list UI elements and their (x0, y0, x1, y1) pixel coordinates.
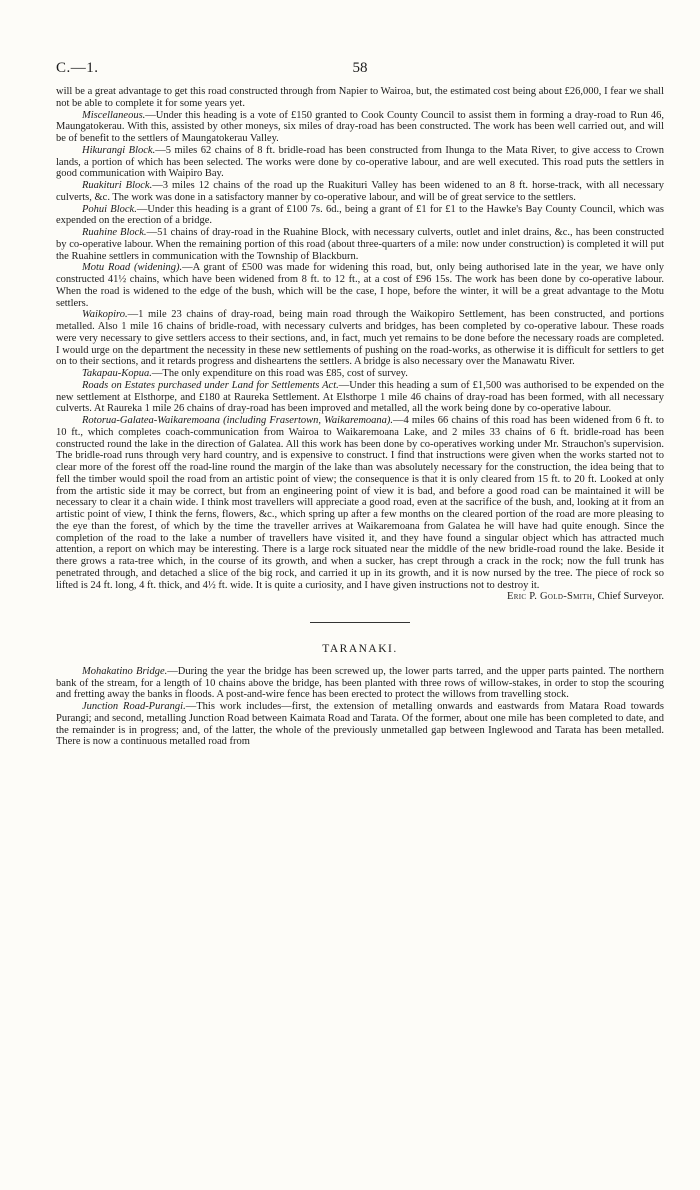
section-divider (310, 622, 410, 623)
paragraph-text: —Under this heading is a vote of £150 granted to Cook County Council to assist them in forming a dray-road to Run 46, Maungatokerau. With this, assisted by other moneys, six miles of dray-road has been constructed. The work has been well carried out, and will be of benefit to the settlers of Maungatokerau Valley. (56, 109, 664, 144)
paragraph (56, 227, 664, 262)
paragraph-text: —Under this heading is a grant of £100 7s. 6d., being a grant of £1 for £1 to the Hawke's Bay County Council, which was expended on the erection of a bridge. (56, 203, 665, 227)
paragraph-heading: Takapau-Kopua. (82, 368, 152, 379)
paragraph (56, 110, 664, 145)
paragraph-text: —Under this heading a sum of £1,500 was authorised to be expended on the new settlement at Elsthorpe, and £180 at Raureka Settlement. At Elsthorpe 1 mile 46 chains of dray-road has been formed, with all necessary culverts. At Raureka 1 mile 26 chains of dray-road has been improved and metalled, all the work being done by co-operative labour. (56, 379, 664, 415)
paragraph (56, 380, 664, 415)
paragraph-heading: Roads on Estates purchased under Land for Settlements Act. (82, 379, 339, 391)
paragraph-text: —The only expenditure on this road was £85, cost of survey. (151, 368, 408, 379)
paragraph-heading: Ruahine Block. (82, 227, 147, 238)
paragraph (56, 145, 664, 180)
signature-name: Eric P. Gold-Smith (507, 591, 593, 603)
paragraph (56, 666, 664, 701)
paragraph-text: —This work includes—first, the extension of metalling onwards and eastwards from Matara Road towards Purangi; and second, metalling Junction Road between Kaimata Road and Tarata. Of the former, about one mile has been completed to date, and the remainder is in progress; and, of the latter, the whole of the previously unmetalled gap between Inglewood and Tarata has been metalled. There is now a continuous metalled road from (56, 701, 665, 748)
paragraph-heading: Hikurangi Block. (82, 144, 156, 156)
paragraph (56, 204, 664, 228)
paragraph-text: —1 mile 23 chains of dray-road, being main road through the Waikopiro Settlement, has been constructed, and portions metalled. Also 1 mile 16 chains of bridle-road, with necessary culverts and bridges, has been completed by co-operative labour. These roads were very necessary to give settlers access to their sections, and, in fact, much yet remains to be done before the necessary roads are completed. I would urge on the department the necessity in these new settlements of pushing on the road-works, as otherwise it is difficult for settlers to get on to their sections, and it retards progress and disheartens the settlers. A bridge is also necessary over the Manawatu River. (56, 309, 664, 368)
report-body (56, 86, 664, 748)
paragraph (56, 309, 664, 368)
paragraph (56, 415, 664, 603)
paragraph-text: —5 miles 62 chains of 8 ft. bridle-road has been constructed from Ihunga to the Mata River, to give access to Crown lands, a portion of which has been selected. The works were done by co-operative labour, and are well executed. This road puts the settlers in good communication with Waipiro Bay. (56, 144, 664, 180)
signature (56, 591, 664, 603)
paragraph-heading: Motu Road (widening). (82, 262, 183, 274)
paragraph-heading: Pohui Block. (82, 203, 137, 215)
paragraphs-top (56, 86, 664, 603)
section-title: TARANAKI. (322, 643, 398, 655)
paragraph-heading: Miscellaneous. (82, 109, 146, 121)
paragraph-text: will be a great advantage to get this road constructed through from Napier to Wairoa, but, the estimated cost being about £26,000, I fear we shall not be able to complete it for some years yet. (56, 86, 664, 109)
paragraph-text: —51 chains of dray-road in the Ruahine Block, with necessary culverts, outlet and inlet drains, &c., has been constructed by co-operative labour. When the remaining portion of this road (about three-quarters of a mile: now under construction) is completed it will put the Ruahine settlers in communication with the Township of Blackburn. (56, 227, 664, 262)
paragraph (56, 368, 664, 380)
paragraph-heading: Waikopiro. (82, 309, 128, 321)
page-header (56, 60, 664, 86)
signature-title: , Chief Surveyor. (592, 591, 664, 603)
page-number: 58 (352, 60, 368, 76)
paragraph-text: —A grant of £500 was made for widening this road, but, only being authorised late in the year, we have only constructed 41½ chains, which have been widened from 8 ft. to 12 ft., at a cost of £96 15s. The work has been done by co-operative labour. When the road is widened to the edge of the bush, which will be the case, I hope, before the winter, it will be a great advantage to the Motu settlers. (56, 262, 664, 309)
paragraph (56, 701, 664, 748)
paragraphs-bottom (56, 666, 664, 748)
paragraph-heading: Junction Road-Purangi. (82, 701, 186, 712)
paragraph-heading: Mohakatino Bridge. (82, 665, 168, 677)
paragraph (56, 86, 664, 110)
paragraph-heading: Ruakituri Block. (82, 180, 153, 191)
document-reference: C.—1. (56, 60, 99, 76)
paragraph (56, 180, 664, 204)
paragraph-text: —During the year the bridge has been screwed up, the lower parts tarred, and the upper parts painted. The northern bank of the stream, for a length of 10 chains above the bridge, has been planted with three rows of willow-stakes, in order to stop the scouring and fretting away the banks in floods. A post-and-wire fence has been erected to protect the willows from travelling stock. (56, 665, 664, 701)
paragraph-text: —4 miles 66 chains of this road has been widened from 6 ft. to 10 ft., which completes coach-communication from Wairoa to Waikaremoana Lake, and 2 miles 33 chains of 6 ft. bridle-road has been constructed round the lake in the direction of Galatea. All this work has been done by co-operatives working under Mr. Strauchon's supervision. The bridle-road runs through very hard country, and is expensive to construct. I find that instructions were given when the works started not to clear more of the forest off the road-line round the margin of the lake than was absolutely necessary for the construction, the idea being that to fell the timber would spoil the road from an artistic point of view; the consequence is that it is only cleared from 15 ft. to 20 ft. Looked at only from the artistic side it may be correct, but from an engineering point of view it is bad, and before a good road can be maintained it will be necessary to clear it a chain wide. I think most travellers will appreciate a good road, even at the sacrifice of the bush, and, looking at it from an artistic point of view, I think the ferns, flowers, &c., which spring up after a few months on the cleared portion of the road are more pleasing to the eye than the forest, of which by the time the traveller arrives at Waikaremoana from Galatea he will have had quite enough. Since the completion of the road to the lake a number of travellers have visited it, and they have found a singular object which has attracted much attention, a report on which may be interesting. There is a large rock situated near the middle of the new bridle-road round the lake. Beside it there grows a rata-tree which, in the course of its growth, and when a sucker, has crept through a crack in the rock; now the full trunk has penetrated through, and detached a slice of the big rock, and carried it up in its growth, and it is now nursed by the tree. The piece of rock so lifted is 24 ft. long, 4 ft. thick, and 4½ ft. wide. It is quite a curiosity, and I have given instructions not to destroy it. (56, 415, 664, 591)
paragraph (56, 262, 664, 309)
paragraph-heading: Rotorua-Galatea-Waikaremoana (including Frasertown, Waikaremoana). (82, 415, 394, 426)
paragraph-text: —3 miles 12 chains of the road up the Ruakituri Valley has been widened to an 8 ft. horse-track, with all necessary culverts, &c. The work was done in a satisfactory manner by co-operative labour, and will be of great service to the settlers. (56, 180, 664, 203)
